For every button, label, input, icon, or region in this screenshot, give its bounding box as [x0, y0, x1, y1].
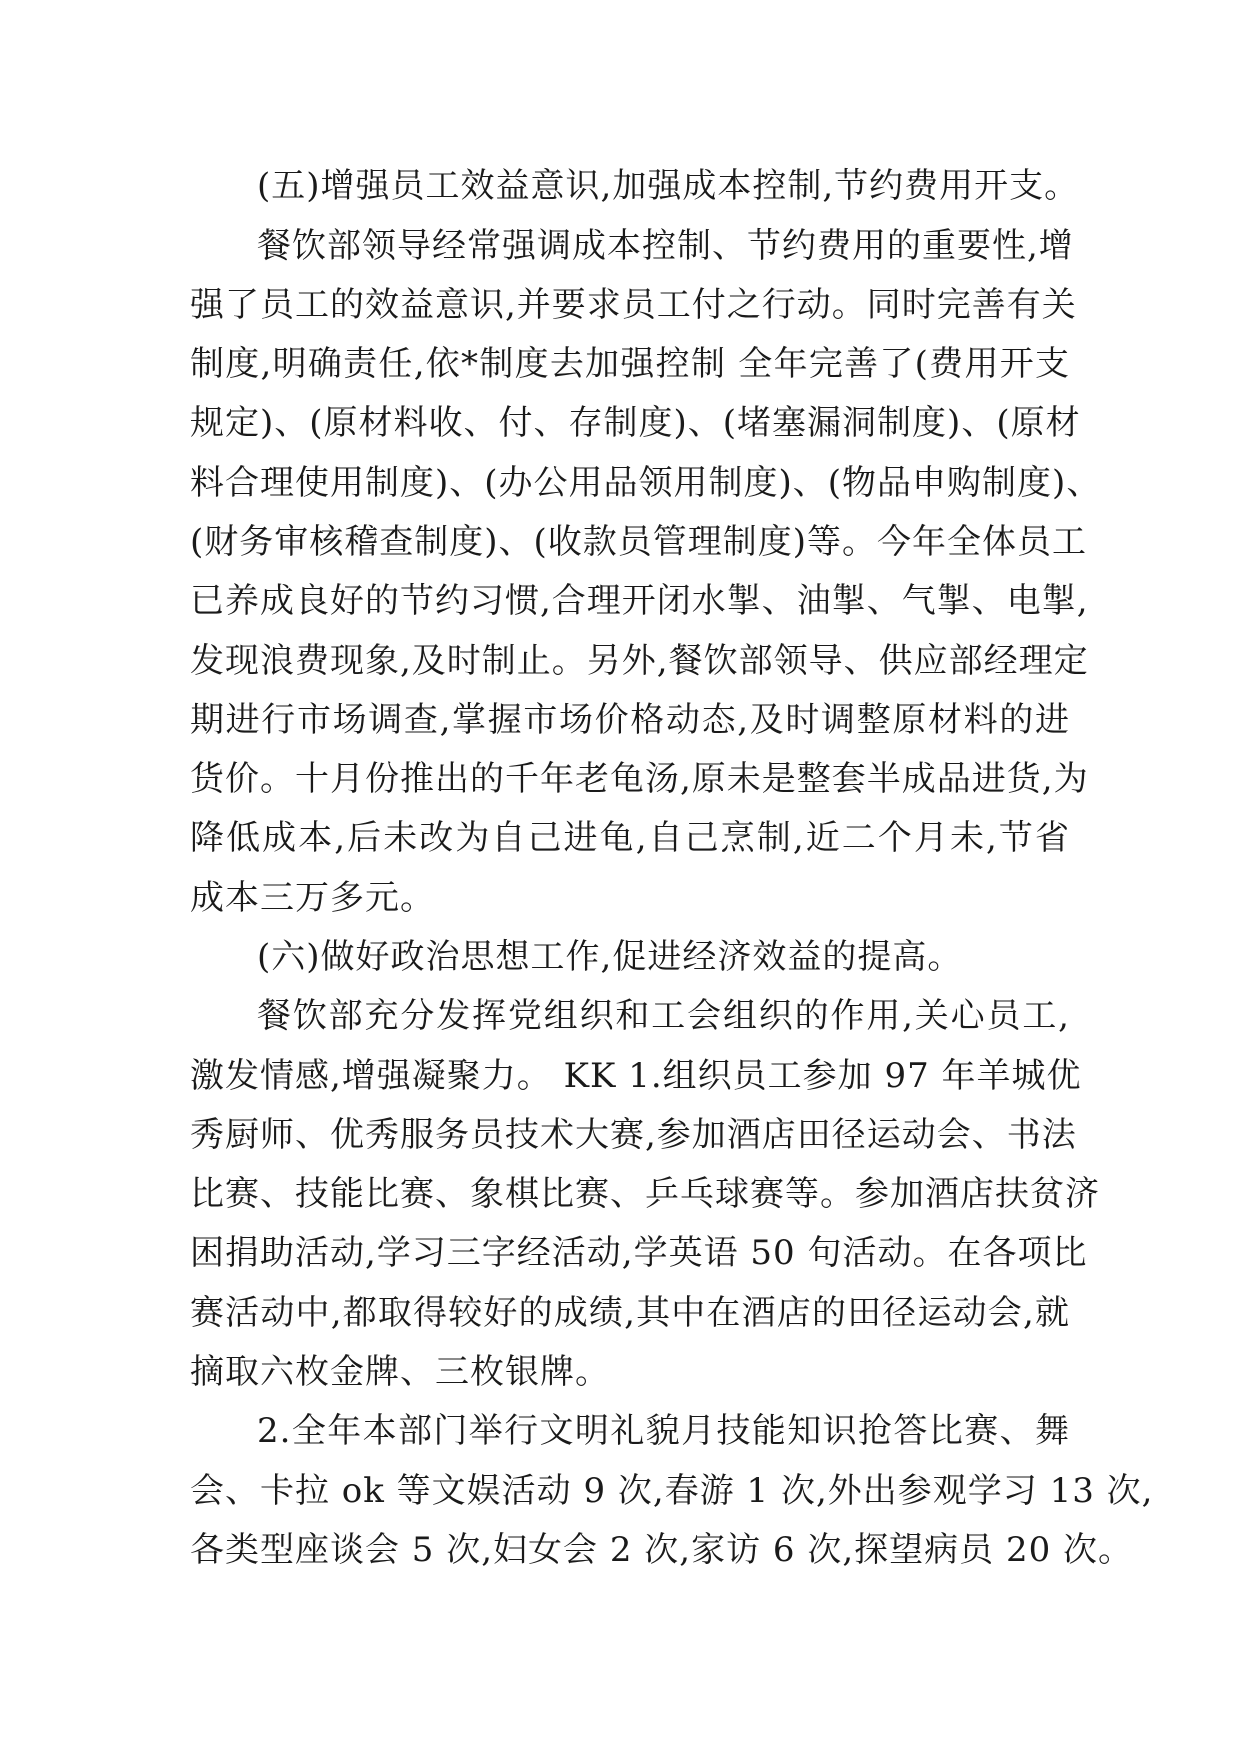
body-line: 制度,明确责任,依*制度去加强控制 全年完善了(费用开支: [190, 344, 1070, 384]
body-line: 困捐助活动,学习三字经活动,学英语 50 句活动。在各项比: [190, 1233, 1088, 1273]
body-line: 料合理使用制度)、(办公用品领用制度)、(物品申购制度)、: [190, 463, 1102, 503]
section-heading-5: (五)增强员工效益意识,加强成本控制,节约费用开支。: [257, 166, 1080, 206]
body-line: 秀厨师、优秀服务员技术大赛,参加酒店田径运动会、书法: [190, 1115, 1077, 1155]
body-line: 规定)、(原材料收、付、存制度)、(堵塞漏洞制度)、(原材: [190, 403, 1081, 443]
body-line: 已养成良好的节约习惯,合理开闭水掣、油掣、气掣、电掣,: [190, 581, 1089, 621]
body-line: 成本三万多元。: [190, 878, 435, 918]
body-line: 比赛、技能比赛、象棋比赛、乒乓球赛等。参加酒店扶贫济: [190, 1174, 1100, 1214]
body-line: 赛活动中,都取得较好的成绩,其中在酒店的田径运动会,就: [190, 1293, 1070, 1333]
body-line: 降低成本,后未改为自己进龟,自己烹制,近二个月未,节省: [190, 818, 1070, 858]
body-line: 餐饮部领导经常强调成本控制、节约费用的重要性,增: [257, 226, 1074, 266]
body-line: 货价。十月份推出的千年老龟汤,原未是整套半成品进货,为: [190, 759, 1089, 799]
body-line: 摘取六枚金牌、三枚银牌。: [190, 1352, 610, 1392]
body-line: 各类型座谈会 5 次,妇女会 2 次,家访 6 次,探望病员 20 次。: [190, 1530, 1134, 1570]
section-heading-6: (六)做好政治思想工作,促进经济效益的提高。: [257, 937, 963, 977]
body-line: (财务审核稽查制度)、(收款员管理制度)等。今年全体员工: [190, 522, 1088, 562]
body-line: 餐饮部充分发挥党组织和工会组织的作用,关心员工,: [257, 996, 1070, 1036]
body-line: 强了员工的效益意识,并要求员工付之行动。同时完善有关: [190, 285, 1077, 325]
body-line: 期进行市场调查,掌握市场价格动态,及时调整原材料的进: [190, 700, 1070, 740]
body-line: 发现浪费现象,及时制止。另外,餐饮部领导、供应部经理定: [190, 641, 1089, 681]
body-line: 会、卡拉 ok 等文娱活动 9 次,春游 1 次,外出参观学习 13 次,: [190, 1471, 1154, 1511]
numbered-paragraph-2: 2.全年本部门举行文明礼貌月技能知识抢答比赛、舞: [257, 1411, 1070, 1451]
body-line: 激发情感,增强凝聚力。 KK 1.组织员工参加 97 年羊城优: [190, 1056, 1082, 1096]
